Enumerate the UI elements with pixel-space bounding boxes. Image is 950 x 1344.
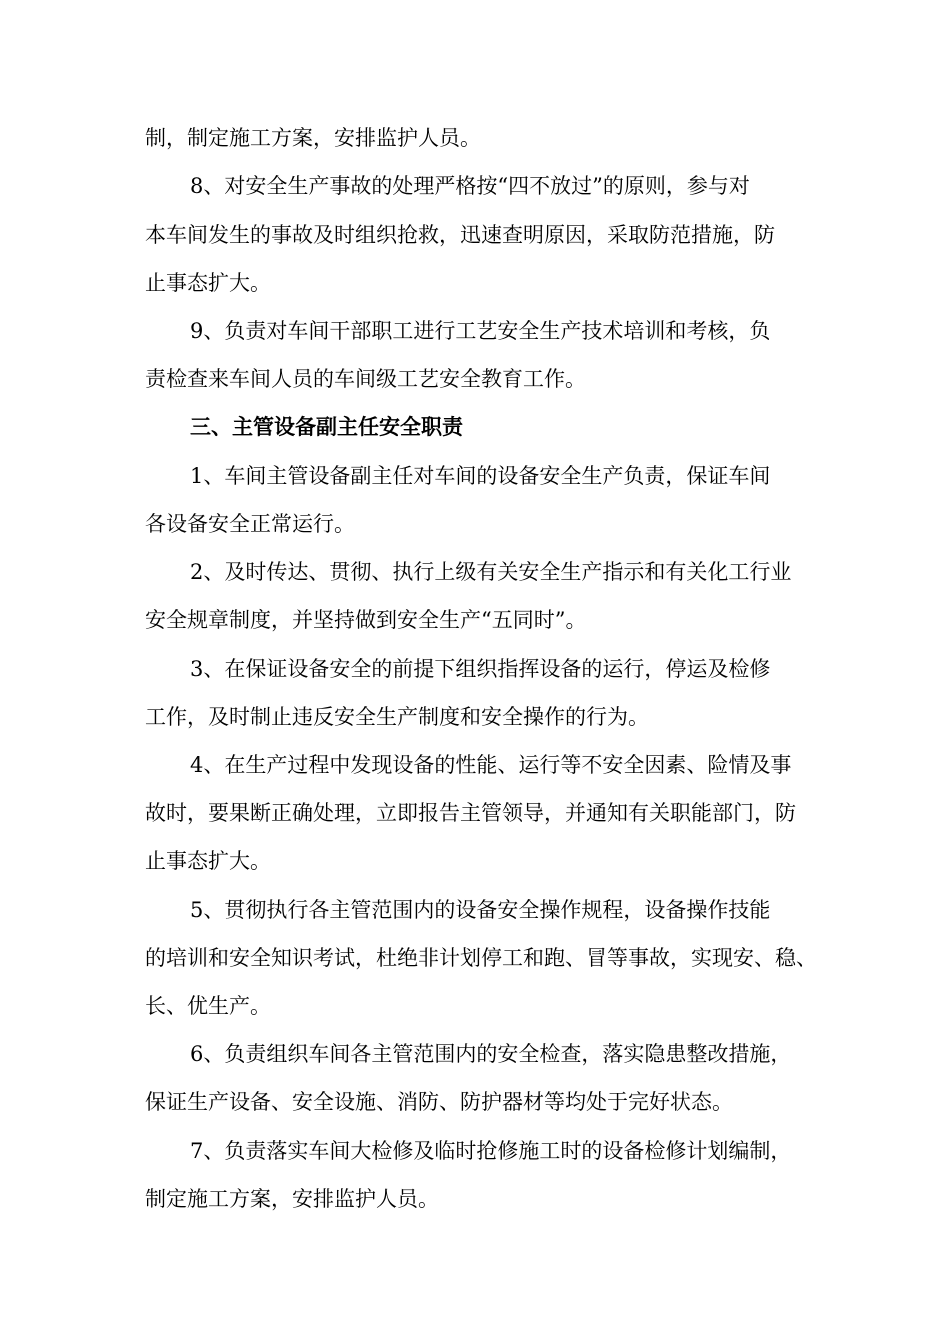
paragraph-line: 6、负责组织车间各主管范围内的安全检查，落实隐患整改措施， [190,1042,792,1066]
paragraph-line: 各设备安全正常运行。 [145,512,355,536]
section-heading: 三、主管设备副主任安全职责 [190,414,463,439]
paragraph-line: 制，制定施工方案，安排监护人员。 [145,126,481,150]
paragraph-line: 工作，及时制止违反安全生产制度和安全操作的行为。 [145,705,649,729]
paragraph-line: 的培训和安全知识考试，杜绝非计划停工和跑、冒等事故，实现安、稳、 [145,946,817,970]
paragraph-line: 止事态扩大。 [145,849,271,873]
paragraph-line: 8、对安全生产事故的处理严格按“四不放过”的原则，参与对 [190,174,750,198]
paragraph-line: 长、优生产。 [145,994,271,1018]
paragraph-line: 7、负责落实车间大检修及临时抢修施工时的设备检修计划编制， [190,1139,792,1163]
paragraph-line: 责检查来车间人员的车间级工艺安全教育工作。 [145,367,586,391]
paragraph-line: 2、及时传达、贯彻、执行上级有关安全生产指示和有关化工行业 [190,560,792,584]
paragraph-line: 4、在生产过程中发现设备的性能、运行等不安全因素、险情及事 [190,753,792,777]
paragraph-line: 9、负责对车间干部职工进行工艺安全生产技术培训和考核，负 [190,319,771,343]
paragraph-line: 保证生产设备、安全设施、消防、防护器材等均处于完好状态。 [145,1090,733,1114]
paragraph-line: 止事态扩大。 [145,271,271,295]
paragraph-line: 本车间发生的事故及时组织抢救，迅速查明原因，采取防范措施，防 [145,223,775,247]
paragraph-line: 安全规章制度，并坚持做到安全生产“五同时”。 [145,608,587,632]
paragraph-line: 故时，要果断正确处理，立即报告主管领导，并通知有关职能部门，防 [145,801,796,825]
paragraph-line: 制定施工方案，安排监护人员。 [145,1187,439,1211]
paragraph-line: 1、车间主管设备副主任对车间的设备安全生产负责，保证车间 [190,464,771,488]
paragraph-line: 3、在保证设备安全的前提下组织指挥设备的运行，停运及检修 [190,657,771,681]
paragraph-line: 5、贯彻执行各主管范围内的设备安全操作规程，设备操作技能 [190,898,771,922]
